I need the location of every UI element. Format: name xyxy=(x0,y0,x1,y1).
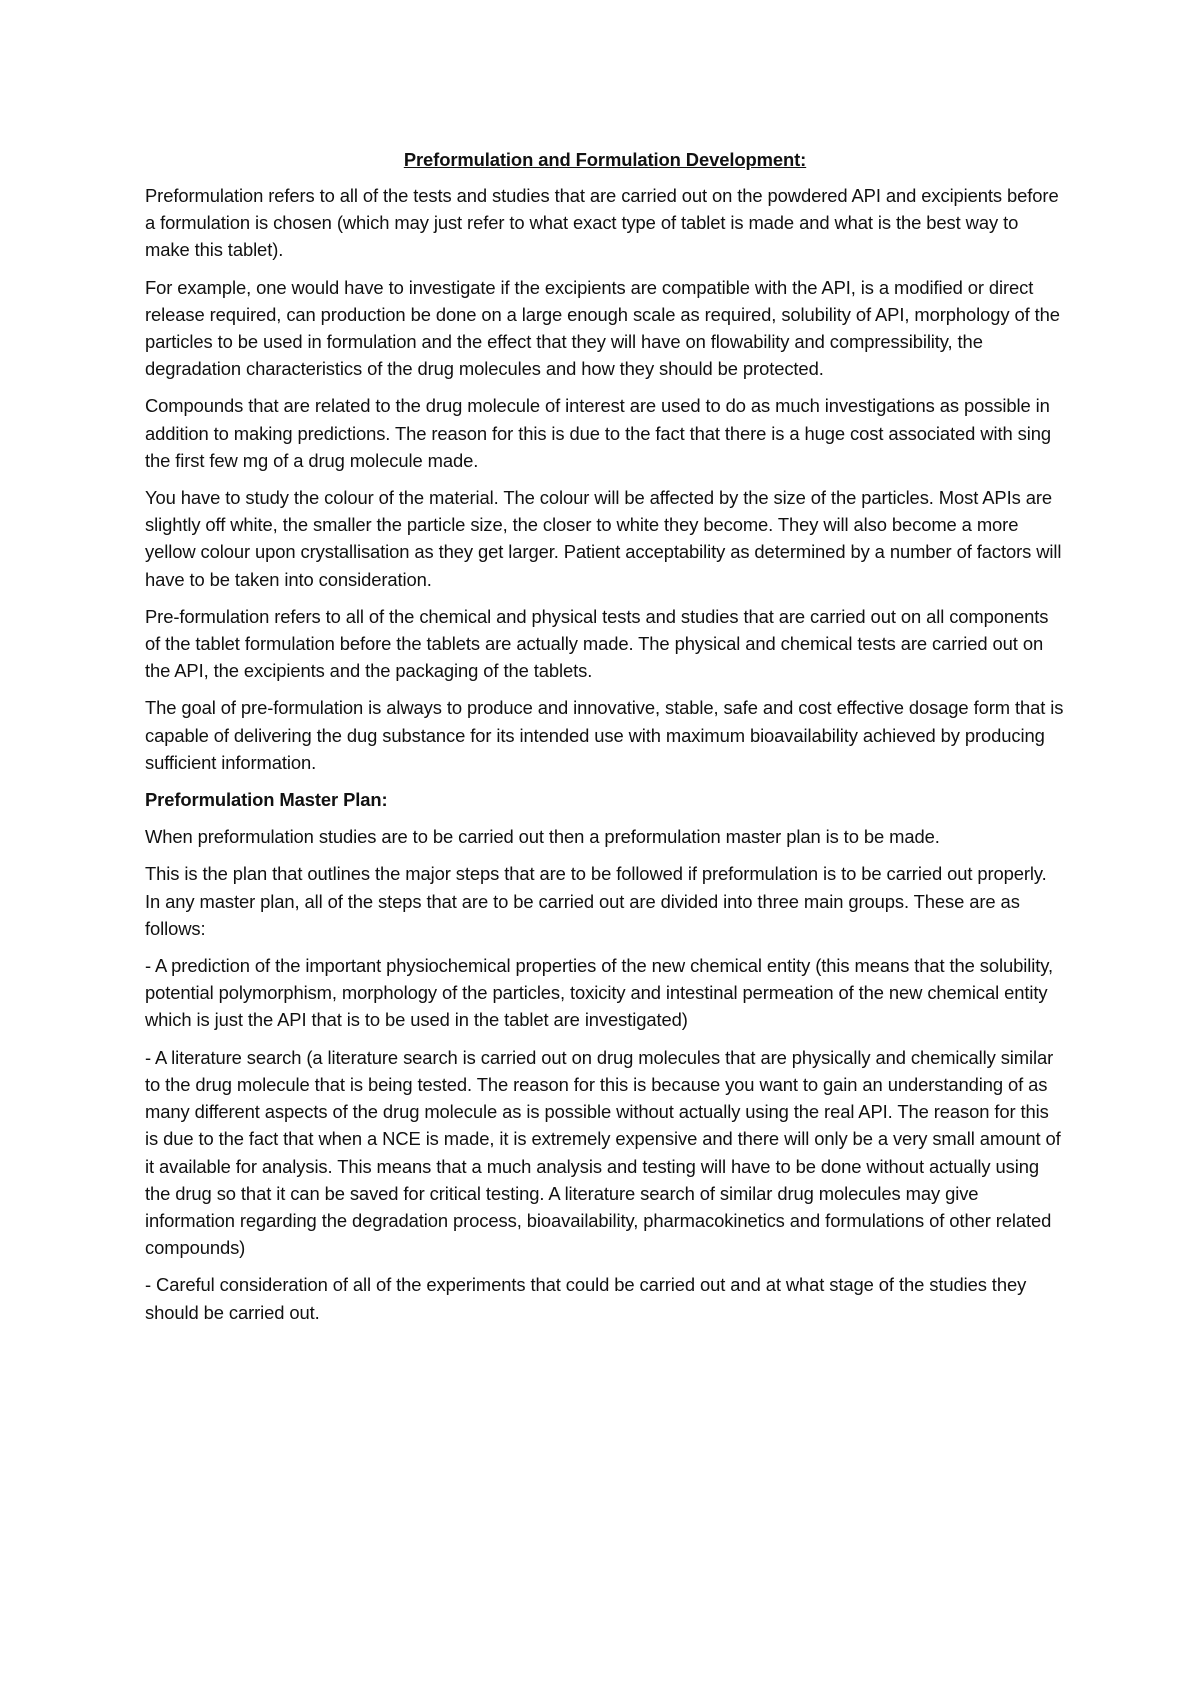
paragraph: For example, one would have to investigate if the excipients are compatible with the API, is a modified or direct release required, can production be done on a large enough scale as required, solubility of API, morphology of the particles to be used in formulation and the effect that they will have on flowability and compressibility, the degradation characteristics of the drug molecules and how they should be protected. xyxy=(145,276,1060,380)
paragraph: Preformulation refers to all of the tests and studies that are carried out on the powdered API and excipients before a formulation is chosen (which may just refer to what exact type of tablet is made and what is the best way to make this tablet). xyxy=(145,185,1059,261)
paragraph: Compounds that are related to the drug molecule of interest are used to do as much investigations as possible in addition to making predictions. The reason for this is due to the fact that there is a huge cost associated with sing the first few mg of a drug molecule made. xyxy=(145,395,1051,471)
paragraph: The goal of pre-formulation is always to produce and innovative, stable, safe and cost effective dosage form that is capable of delivering the dug substance for its intended use with maximum bioavailability achieved by producing sufficient information. xyxy=(145,697,1064,773)
paragraph: You have to study the colour of the material. The colour will be affected by the size of the particles. Most APIs are slightly off white, the smaller the particle size, the closer to white they become. They will also become a more yellow colour upon crystallisation as they get larger. Patient acceptability as determined by a number of factors will have to be taken into consideration. xyxy=(145,487,1062,590)
list-item: - A literature search (a literature search is carried out on drug molecules that are physically and chemically similar to the drug molecule that is being tested. The reason for this is because you want to gain an understanding of as many different aspects of the drug molecule as is possible without actually using the real API. The reason for this is due to the fact that when a NCE is made, it is extremely expensive and there will only be a very small amount of it available for analysis. This means that a much analysis and testing will have to be done without actually using the drug so that it can be saved for critical testing. A literature search of similar drug molecules may give information regarding the degradation process, bioavailability, pharmacokinetics and formulations of other related compounds) xyxy=(145,1046,1061,1259)
paragraph: Pre-formulation refers to all of the chemical and physical tests and studies that are carried out on all components of the tablet formulation before the tablets are actually made. The physical and chemical tests are carried out on the API, the excipients and the packaging of the tablets. xyxy=(145,605,1049,682)
section-heading: Preformulation Master Plan: xyxy=(145,789,388,811)
paragraph: When preformulation studies are to be carried out then a preformulation master plan is to be made. xyxy=(145,826,940,848)
paragraph: This is the plan that outlines the major steps that are to be followed if preformulation is to be carried out properly. In any master plan, all of the steps that are to be carried out are divided into three main groups. These are as follows: xyxy=(145,863,1047,939)
list-item: - Careful consideration of all of the experiments that could be carried out and at what stage of the studies they should be carried out. xyxy=(145,1274,1027,1323)
list-item: - A prediction of the important physiochemical properties of the new chemical entity (this means that the solubility, potential polymorphism, morphology of the particles, toxicity and intestinal permeation of the new chemical entity which is just the API that is to be used in the tablet are investigated) xyxy=(145,955,1053,1031)
document-page xyxy=(145,146,1065,1336)
document-title: Preformulation and Formulation Development: xyxy=(403,149,807,170)
